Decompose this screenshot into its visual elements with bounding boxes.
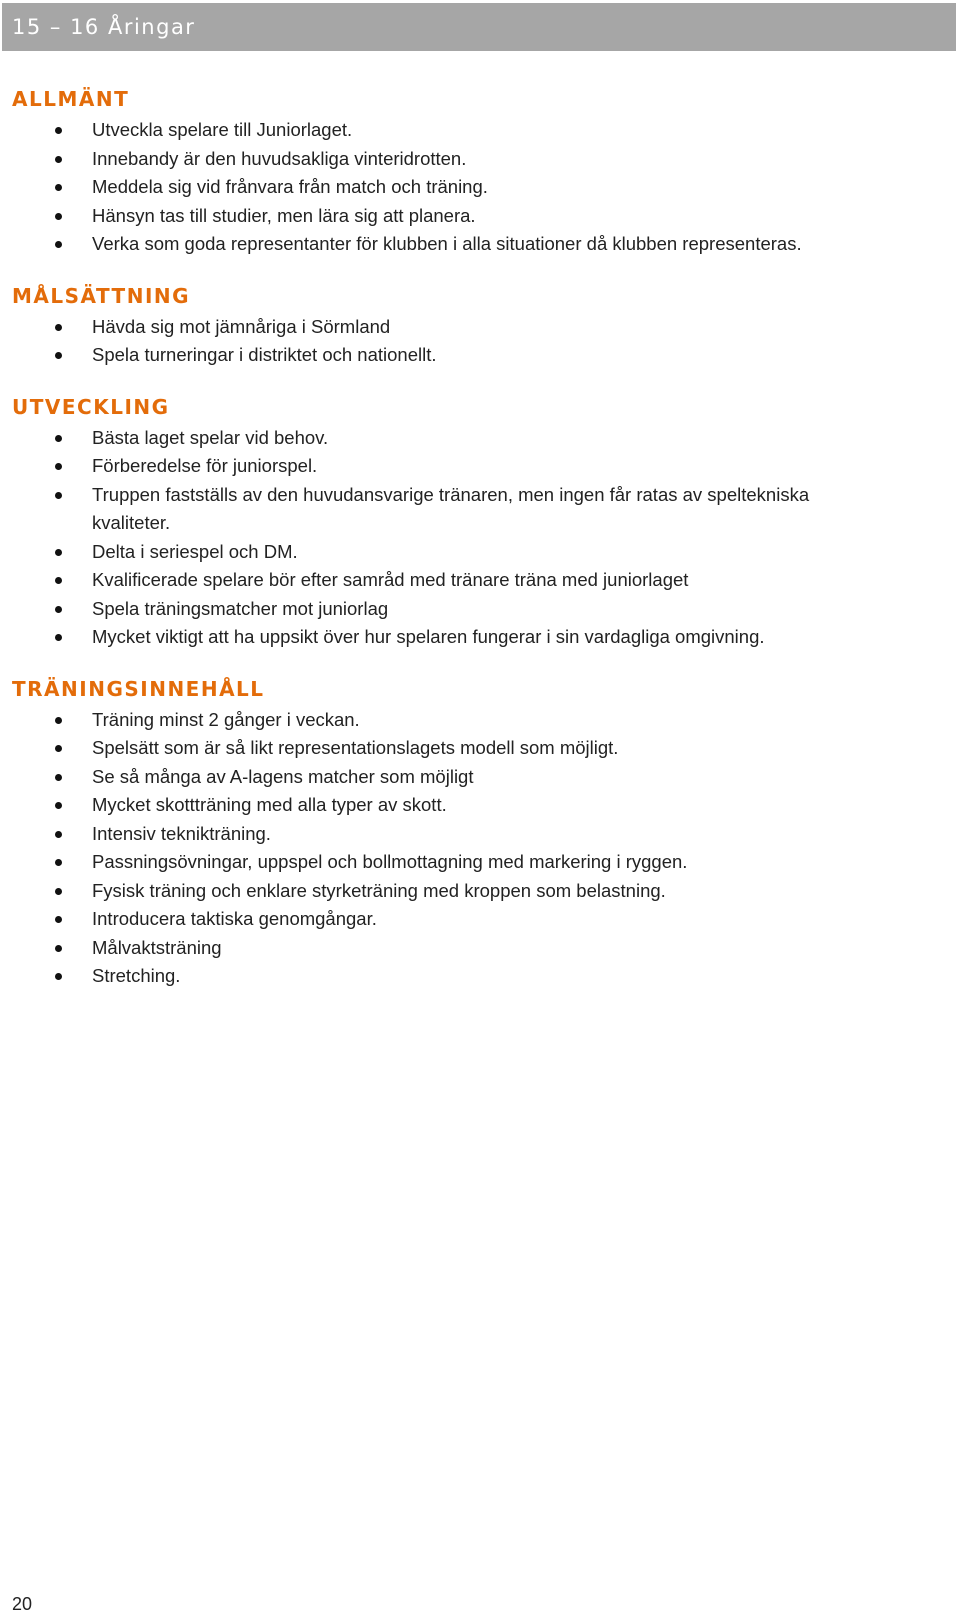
bullet-icon [55, 184, 62, 191]
list-item: Träning minst 2 gånger i veckan. [12, 706, 932, 735]
section-heading: UTVECKLING [12, 394, 170, 419]
bullet-icon [55, 156, 62, 163]
bullet-icon [55, 888, 62, 895]
list-item: Innebandy är den huvudsakliga vinteridrotten. [12, 145, 932, 174]
list-item: Utveckla spelare till Juniorlaget. [12, 116, 932, 145]
page-title-bar [2, 3, 956, 51]
bullet-icon [55, 802, 62, 809]
section-allmant [12, 84, 932, 259]
bullet-icon [55, 492, 62, 499]
section-traningsinnehall [12, 674, 932, 991]
bullet-icon [55, 859, 62, 866]
bullet-icon [55, 324, 62, 331]
bullet-icon [55, 241, 62, 248]
list-item: Mycket skottträning med alla typer av skott. [12, 791, 932, 820]
bullet-icon [55, 577, 62, 584]
list-item: Fysisk träning och enklare styrketräning med kroppen som belastning. [12, 877, 932, 906]
bullet-list [12, 116, 932, 259]
section-heading: ALLMÄNT [12, 87, 130, 111]
section-utveckling [12, 392, 932, 652]
bullet-list [12, 424, 932, 652]
list-item: Meddela sig vid frånvara från match och träning. [12, 173, 932, 202]
bullet-list [12, 706, 932, 991]
bullet-icon [55, 127, 62, 134]
bullet-icon [55, 213, 62, 220]
list-item: Spela träningsmatcher mot juniorlag [12, 595, 932, 624]
list-item: Hänsyn tas till studier, men lära sig att planera. [12, 202, 932, 231]
list-item: Mycket viktigt att ha uppsikt över hur spelaren fungerar i sin vardagliga omgivning. [12, 623, 932, 652]
section-heading: MÅLSÄTTNING [12, 283, 191, 308]
bullet-icon [55, 831, 62, 838]
bullet-list [12, 313, 932, 370]
page-number: 20 [12, 1594, 33, 1614]
list-item: Truppen fastställs av den huvudansvarige tränaren, men ingen får ratas av speltekniska kvaliteter. [12, 481, 932, 538]
bullet-icon [55, 945, 62, 952]
list-item: Spelsätt som är så likt representationslagets modell som möjligt. [12, 734, 932, 763]
bullet-icon [55, 435, 62, 442]
bullet-icon [55, 973, 62, 980]
section-heading: TRÄNINGSINNEHÅLL [12, 676, 265, 701]
bullet-icon [55, 745, 62, 752]
bullet-icon [55, 352, 62, 359]
document-body [12, 84, 932, 991]
bullet-icon [55, 717, 62, 724]
bullet-icon [55, 774, 62, 781]
bullet-icon [55, 606, 62, 613]
bullet-icon [55, 916, 62, 923]
list-item: Passningsövningar, uppspel och bollmottagning med markering i ryggen. [12, 848, 932, 877]
list-item: Stretching. [12, 962, 932, 991]
bullet-icon [55, 463, 62, 470]
list-item: Delta i seriespel och DM. [12, 538, 932, 567]
list-item: Förberedelse för juniorspel. [12, 452, 932, 481]
section-malsattning [12, 281, 932, 370]
list-item: Se så många av A-lagens matcher som möjligt [12, 763, 932, 792]
list-item: Spela turneringar i distriktet och nationellt. [12, 341, 932, 370]
page-title: 15 – 16 Åringar [12, 15, 196, 39]
list-item: Bästa laget spelar vid behov. [12, 424, 932, 453]
list-item: Kvalificerade spelare bör efter samråd med tränare träna med juniorlaget [12, 566, 932, 595]
list-item: Målvaktsträning [12, 934, 932, 963]
bullet-icon [55, 549, 62, 556]
list-item: Intensiv teknikträning. [12, 820, 932, 849]
list-item: Hävda sig mot jämnåriga i Sörmland [12, 313, 932, 342]
bullet-icon [55, 634, 62, 641]
list-item: Introducera taktiska genomgångar. [12, 905, 932, 934]
list-item: Verka som goda representanter för klubben i alla situationer då klubben representeras. [12, 230, 932, 259]
